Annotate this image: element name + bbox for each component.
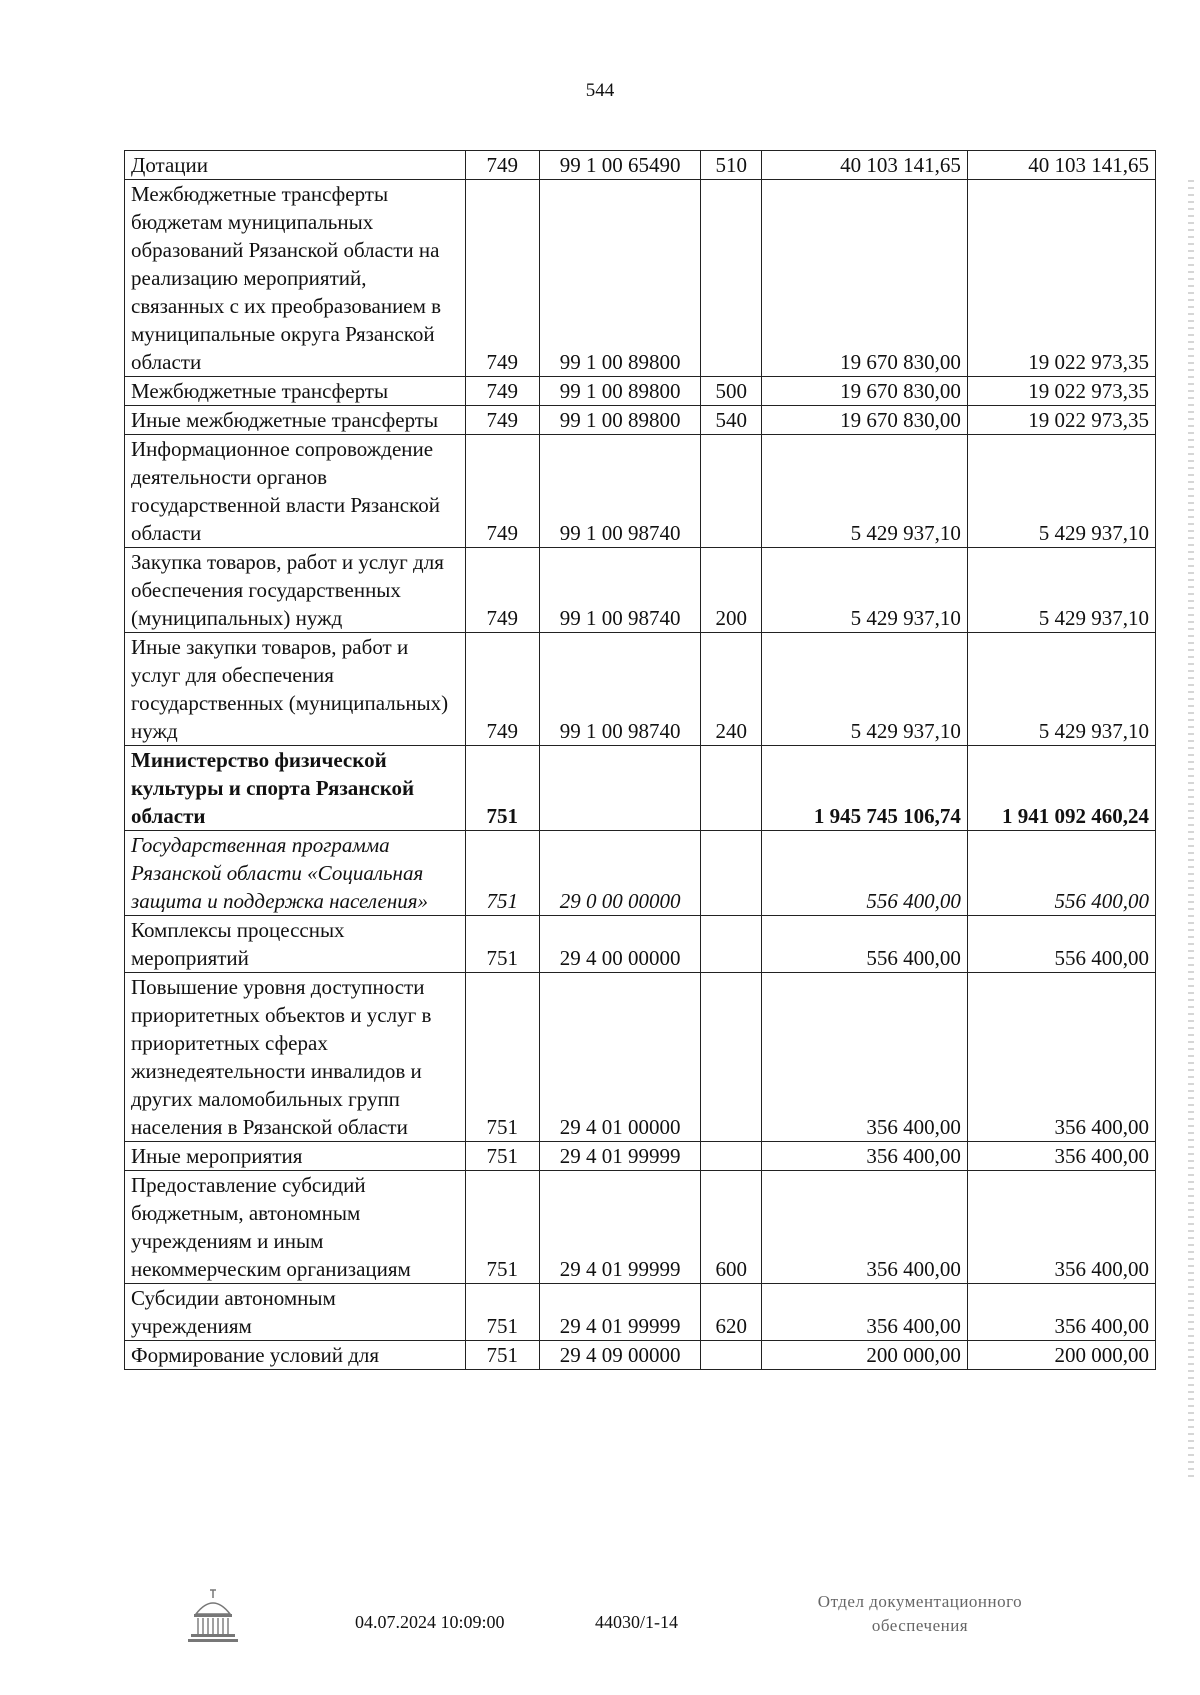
cell-vr: 500 [701,377,762,406]
cell-sum-1: 556 400,00 [762,831,968,916]
cell-sum-1: 356 400,00 [762,973,968,1142]
cell-csr: 29 4 00 00000 [539,916,701,973]
department-stamp [770,1590,1070,1638]
cell-vr: 200 [701,548,762,633]
cell-sum-2: 356 400,00 [967,973,1155,1142]
cell-gr: 749 [465,151,539,180]
table-row [125,548,1156,633]
cell-vr: 620 [701,1284,762,1341]
cell-vr [701,916,762,973]
cell-name: Формирование условий для [125,1341,466,1370]
cell-sum-2: 1 941 092 460,24 [967,746,1155,831]
cell-vr: 540 [701,406,762,435]
cell-sum-2: 5 429 937,10 [967,548,1155,633]
cell-sum-1: 19 670 830,00 [762,377,968,406]
cell-gr: 751 [465,1142,539,1171]
cell-sum-2: 40 103 141,65 [967,151,1155,180]
cell-vr: 600 [701,1171,762,1284]
cell-sum-1: 556 400,00 [762,916,968,973]
footer-reg-number: 44030/1-14 [595,1612,678,1632]
cell-name: Государственная программа Рязанской области «Социальная защита и поддержка населения» [125,831,466,916]
cell-sum-2: 556 400,00 [967,831,1155,916]
cell-gr: 749 [465,435,539,548]
cell-sum-2: 356 400,00 [967,1142,1155,1171]
cell-gr: 751 [465,1341,539,1370]
table-row [125,1171,1156,1284]
cell-sum-1: 19 670 830,00 [762,180,968,377]
cell-gr: 749 [465,377,539,406]
cell-sum-1: 200 000,00 [762,1341,968,1370]
cell-csr [539,746,701,831]
cell-name: Комплексы процессных мероприятий [125,916,466,973]
duma-building-logo-icon [186,1586,240,1646]
cell-sum-2: 5 429 937,10 [967,435,1155,548]
cell-csr: 99 1 00 98740 [539,548,701,633]
cell-sum-2: 19 022 973,35 [967,377,1155,406]
cell-name: Межбюджетные трансферты бюджетам муниципальных образований Рязанской области на реализацию мероприятий, связанных с их преобразованием в муниципальные округа Рязанской области [125,180,466,377]
table-row [125,916,1156,973]
cell-gr: 751 [465,973,539,1142]
table-row [125,973,1156,1142]
cell-vr [701,746,762,831]
table-row [125,151,1156,180]
cell-sum-2: 556 400,00 [967,916,1155,973]
cell-gr: 751 [465,1284,539,1341]
cell-gr: 751 [465,1171,539,1284]
cell-vr [701,831,762,916]
table-row [125,1142,1156,1171]
cell-vr [701,1142,762,1171]
cell-csr: 29 4 01 00000 [539,973,701,1142]
cell-gr: 751 [465,831,539,916]
cell-csr: 29 0 00 00000 [539,831,701,916]
cell-name: Министерство физической культуры и спорта Рязанской области [125,746,466,831]
table-row [125,746,1156,831]
cell-sum-2: 200 000,00 [967,1341,1155,1370]
cell-name: Межбюджетные трансферты [125,377,466,406]
cell-sum-1: 5 429 937,10 [762,435,968,548]
cell-vr [701,1341,762,1370]
cell-gr: 749 [465,633,539,746]
table-row [125,377,1156,406]
footer-datetime: 04.07.2024 10:09:00 [355,1612,505,1632]
cell-sum-1: 5 429 937,10 [762,633,968,746]
cell-vr: 240 [701,633,762,746]
cell-csr: 29 4 01 99999 [539,1142,701,1171]
cell-sum-1: 356 400,00 [762,1284,968,1341]
cell-name: Закупка товаров, работ и услуг для обеспечения государственных (муниципальных) нужд [125,548,466,633]
cell-gr: 749 [465,180,539,377]
cell-sum-1: 356 400,00 [762,1171,968,1284]
cell-name: Иные закупки товаров, работ и услуг для обеспечения государственных (муниципальных) нужд [125,633,466,746]
cell-csr: 99 1 00 98740 [539,633,701,746]
budget-table-body [125,151,1156,1370]
cell-vr [701,435,762,548]
cell-sum-1: 356 400,00 [762,1142,968,1171]
cell-csr: 99 1 00 89800 [539,180,701,377]
cell-sum-2: 356 400,00 [967,1171,1155,1284]
footer [0,1590,1200,1650]
cell-name: Повышение уровня доступности приоритетных объектов и услуг в приоритетных сферах жизнедеятельности инвалидов и других маломобильных групп населения в Рязанской области [125,973,466,1142]
cell-sum-1: 40 103 141,65 [762,151,968,180]
cell-name: Предоставление субсидий бюджетным, автономным учреждениям и иным некоммерческим организациям [125,1171,466,1284]
cell-vr [701,973,762,1142]
scan-edge-marks [1188,180,1194,1480]
cell-csr: 29 4 01 99999 [539,1284,701,1341]
cell-gr: 749 [465,548,539,633]
cell-gr: 751 [465,746,539,831]
cell-sum-2: 356 400,00 [967,1284,1155,1341]
cell-csr: 29 4 09 00000 [539,1341,701,1370]
cell-sum-1: 1 945 745 106,74 [762,746,968,831]
cell-sum-1: 5 429 937,10 [762,548,968,633]
budget-table [124,150,1156,1370]
table-row [125,831,1156,916]
table-row [125,406,1156,435]
cell-name: Иные мероприятия [125,1142,466,1171]
page-number: 544 [585,80,615,101]
cell-csr: 29 4 01 99999 [539,1171,701,1284]
cell-vr [701,180,762,377]
cell-sum-2: 19 022 973,35 [967,180,1155,377]
table-row [125,435,1156,548]
table-row [125,1341,1156,1370]
cell-gr: 751 [465,916,539,973]
cell-sum-2: 19 022 973,35 [967,406,1155,435]
cell-csr: 99 1 00 89800 [539,377,701,406]
table-row [125,180,1156,377]
stamp-line-2: обеспечения [871,1616,969,1635]
table-row [125,633,1156,746]
cell-sum-2: 5 429 937,10 [967,633,1155,746]
table-row [125,1284,1156,1341]
cell-csr: 99 1 00 65490 [539,151,701,180]
stamp-line-1: Отдел документационного [817,1592,1023,1611]
cell-name: Дотации [125,151,466,180]
cell-csr: 99 1 00 89800 [539,406,701,435]
cell-sum-1: 19 670 830,00 [762,406,968,435]
cell-name: Информационное сопровождение деятельности органов государственной власти Рязанской области [125,435,466,548]
cell-vr: 510 [701,151,762,180]
cell-gr: 749 [465,406,539,435]
cell-csr: 99 1 00 98740 [539,435,701,548]
cell-name: Субсидии автономным учреждениям [125,1284,466,1341]
cell-name: Иные межбюджетные трансферты [125,406,466,435]
